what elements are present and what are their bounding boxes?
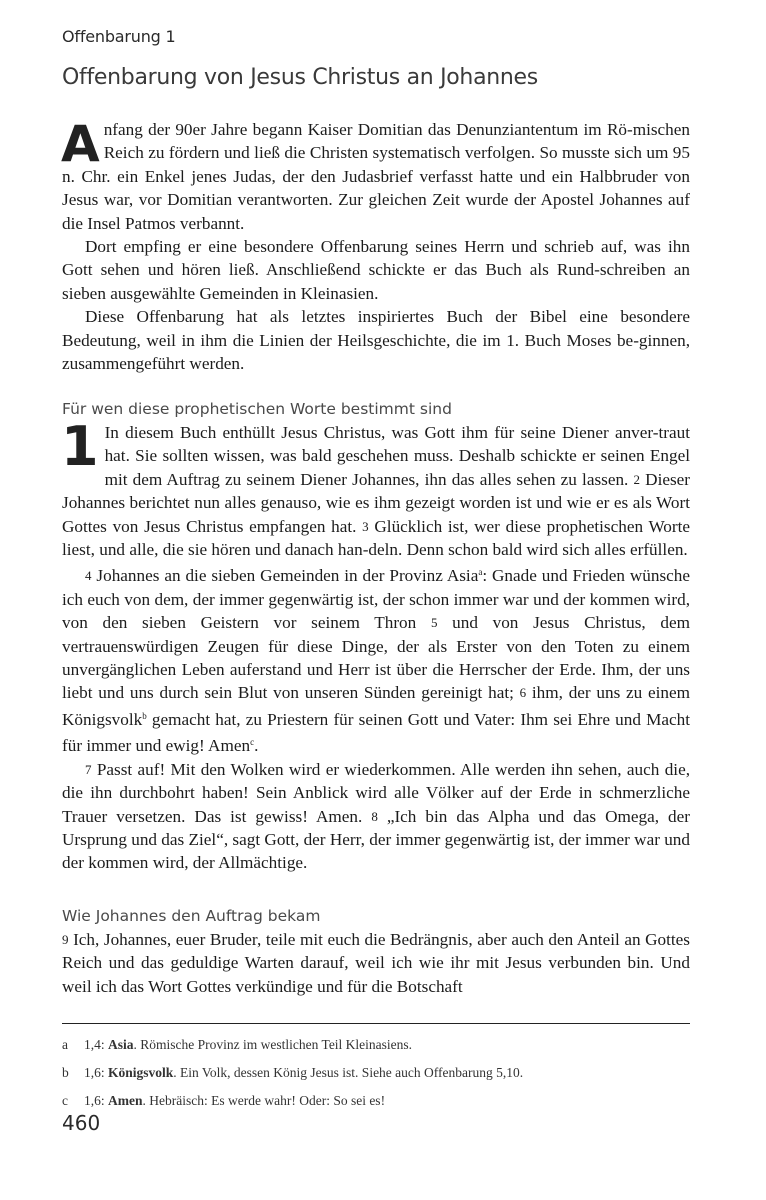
footnote-b: b 1,6: Königsvolk. Ein Volk, dessen König Jesus ist. Siehe auch Offenbarung 5,10. [62,1065,524,1080]
verse-block-2: 4 Johannes an die sieben Gemeinden in der Provinz Asia$^a$: Gnade und Frieden wünsche ich euch von dem, der immer gegenwärtig ist, der schon immer war und der kommen wird, von den sieben Geistern vor seinem Thron 5 und von Jesus Christus, dem vertrauenswürdigen Zeugen für diese Dinge, der als Erster von den Toten zu einem unvergänglichen Leben auferstand und Herr ist über die Herrscher der Erde. Ihm, der uns liebt und uns durch sein Blut von unseren Sünden gereinigt hat; 6 ihm, der uns zu einem Königsvolk$^b$ gemacht hat, zu Priestern für seinen Gott und Vater: Ihm sei Ehre und Macht für immer und ewig! Amen$^c$. [62,566,691,756]
verse-number: 4 [85,568,92,584]
intro-paragraph-2: Dort empfing er eine besondere Offenbarung seines Herrn und schrieb auf, was ihn Gott sehen und hören ließ. Anschließend schickte er das Buch als Rund-schreiben an sieben ausgewählte Gemeinden in Kleinasien. [62,237,690,303]
drop-cap: A [61,115,100,173]
verse-number: 2 [633,471,641,487]
verse-number: 3 [362,518,369,534]
chapter-title: Offenbarung von Jesus Christus an Johannes [62,65,538,90]
intro-paragraph-1: Anfang der 90er Jahre begann Kaiser Domitian das Denunziantentum im Rö-mischen Reich zu fördern und ließ die Christen systematisch verfolgen. So musste sich um 95 n. Chr. ein Enkel jenes Judas, der den Judasbrief verfasst hatte und ein Halbbruder von Jesus war, vor Domitian verantworten. Zur gleichen Zeit wurde der Apostel Johannes auf die Insel Patmos verbannt. [61,115,690,233]
verse-block-1: 1 In diesem Buch enthüllt Jesus Christus, was Gott ihm für seine Diener anver-traut hat. Sie sollten wissen, was bald geschehen muss. Deshalb schickte er seinen Engel mit dem Auftrag zu seinem Diener Johannes, ihn das alles sehen zu lassen. 2 Dieser Johannes berichtet nun alles genauso, wie es ihm gezeigt worden ist und wie er es als Wort Gottes von Jesus Christus empfangen hat. 3 Glücklich ist, wer diese prophetischen Worte liest, und alle, die sie hören und danach han-deln. Denn schon bald wird sich alles erfüllen. [61,415,691,560]
verse-number: 8 [371,808,378,824]
verse-block-4: 9 Ich, Johannes, euer Bruder, teile mit euch die Bedrängnis, aber auch den Anteil an Gottes Reich und das geduldige Warten darauf, weil ich wie ihr mit Jesus verbunden bin. Und weil ich das Wort Gottes verkündige und für die Botschaft [62,930,690,996]
chapter-number: 1 [61,415,99,478]
section-heading: Für wen diese prophetischen Worte bestimmt sind [62,400,452,418]
section-1 [62,398,690,875]
footnotes [62,1033,690,1117]
verse-number: 5 [430,615,438,631]
footnote-ref-c[interactable]: c [250,737,255,748]
page-number: 460 [62,1111,101,1135]
verse-number: 6 [519,685,527,701]
verse-number: 7 [85,761,92,777]
intro-text [61,115,690,375]
verse-number: 9 [62,932,69,947]
footnote-a: a 1,4: Asia. Römische Provinz im westlichen Teil Kleinasiens. [62,1037,413,1052]
verse-block-3: 7 Passt auf! Mit den Wolken wird er wiederkommen. Alle werden ihn sehen, auch die, die ihn durchbohrt haben! Sein Anblick wird alle Völker auf der Erde in schmerzliche Trauer versetzen. Das ist gewiss! Amen. 8 „Ich bin das Alpha und das Omega, der Ursprung und das Ziel“, sagt Gott, der Herr, der immer gegenwärtig ist, der immer war und der kommen wird, der Allmächtige. [62,759,691,873]
section-2 [62,905,690,998]
footnote-c: c 1,6: Amen. Hebräisch: Es werde wahr! Oder: So sei es! [62,1093,386,1108]
footnote-divider [62,1023,690,1024]
section-heading: Wie Johannes den Auftrag bekam [62,907,321,925]
footnote-ref-a[interactable]: a [478,567,483,578]
intro-paragraph-3: Diese Offenbarung hat als letztes inspiriertes Buch der Bibel eine besondere Bedeutung, weil in ihm die Linien der Heilsgeschichte, die im 1. Buch Moses be-ginnen, zusammengeführt werden. [62,307,690,374]
running-head: Offenbarung 1 [62,27,176,46]
footnote-ref-b[interactable]: b [142,710,147,721]
